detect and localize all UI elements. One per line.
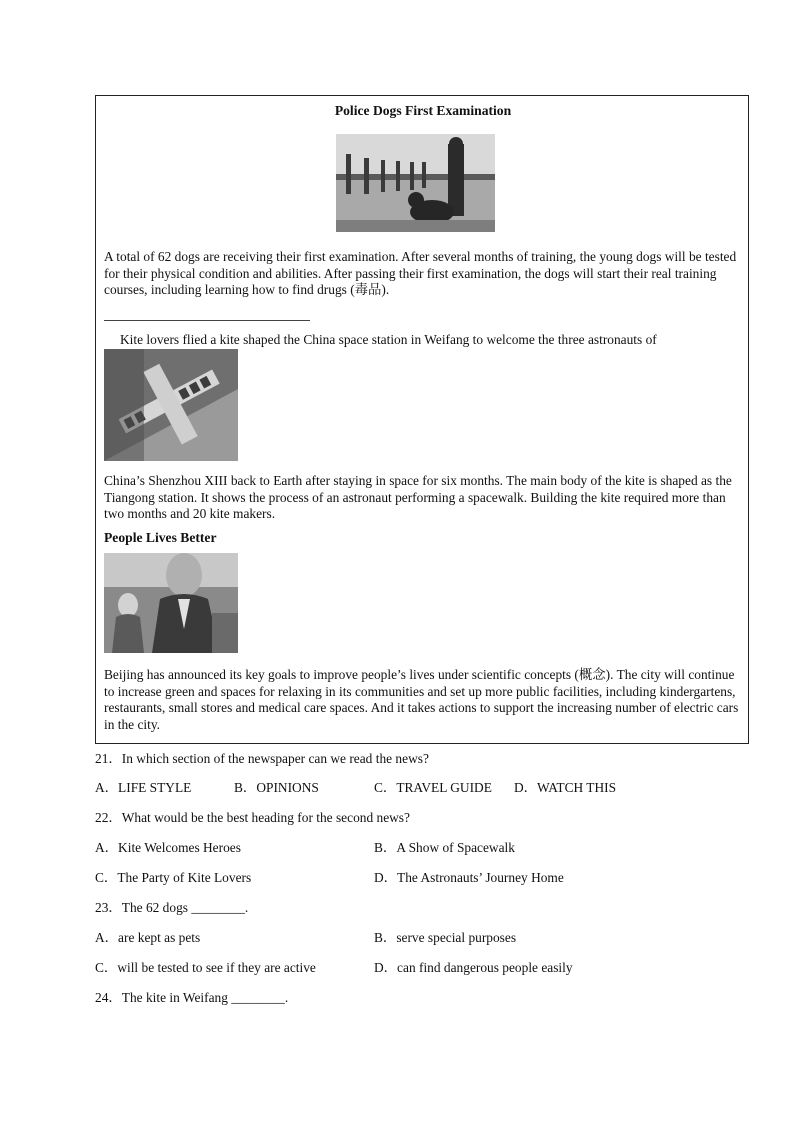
question-21-stem: 21．In which section of the newspaper can we read the news? [95,751,429,766]
question-23-stem: 23．The 62 dogs ________. [95,900,249,915]
article1-title: Police Dogs First Examination [334,103,512,118]
q22-option-a[interactable]: A．Kite Welcomes Heroes [95,840,241,855]
q22-option-b[interactable]: B．A Show of Spacewalk [374,840,515,855]
article3-title: People Lives Better [104,530,217,545]
article1-body: A total of 62 dogs are receiving their first examination. After several months of training, the young dogs will be tested for their physical condition and abilities. After passing their first examination, the dogs will start their real training courses, including learning how to find drugs (毒品). [104,249,737,297]
article2-body: China’s Shenzhou XIII back to Earth after staying in space for six months. The main body of the kite is shaped as the Tiangong station. It shows the process of an astronaut performing a spacewalk. Building the kite required more than two months and 20 kite makers. [104,473,732,521]
news-box [95,95,749,744]
q23-option-d[interactable]: D．can find dangerous people easily [374,960,573,975]
q22-option-c[interactable]: C．The Party of Kite Lovers [95,870,252,885]
article3-body: Beijing has announced its key goals to improve people’s lives under scientific concepts (概念). The city will continue to increase green and spaces for relaxing in its communities and set up more public facilities, including kindergartens, restaurants, small stores and medical care spaces. And it takes actions to support the increasing number of electric cars in the city. [104,667,739,732]
kite-photo [104,349,238,461]
q23-option-c[interactable]: C．will be tested to see if they are active [95,960,316,975]
q22-option-d[interactable]: D．The Astronauts’ Journey Home [374,870,564,885]
q21-option-a[interactable]: A．LIFE STYLE [95,780,192,795]
question-24-stem: 24．The kite in Weifang ________. [95,990,289,1005]
article2-intro: Kite lovers flied a kite shaped the China space station in Weifang to welcome the three astronauts of [120,332,657,347]
q21-option-c[interactable]: C．TRAVEL GUIDE [374,780,492,795]
people-photo [104,553,238,653]
q21-option-d[interactable]: D．WATCH THIS [514,780,617,795]
q21-option-b[interactable]: B．OPINIONS [234,780,319,795]
question-22-stem: 22．What would be the best heading for the second news? [95,810,410,825]
q23-option-b[interactable]: B．serve special purposes [374,930,517,945]
section-divider [104,320,310,321]
police-dogs-photo [336,134,495,232]
q23-option-a[interactable]: A．are kept as pets [95,930,201,945]
